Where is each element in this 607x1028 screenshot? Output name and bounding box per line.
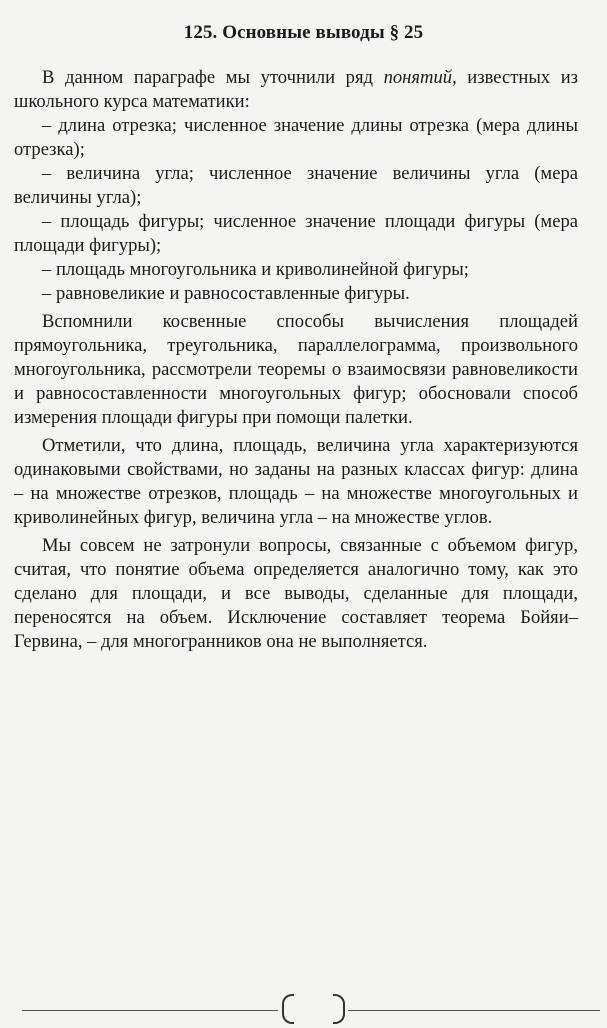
intro-text-before: В данном параграфе мы уточнили ряд	[42, 67, 384, 88]
list-item-angle: – величина угла; численное значение величины угла (мера величины угла);	[14, 163, 578, 208]
list-item-length: – длина отрезка; численное значение длины отрезка (мера длины отрезка);	[14, 115, 578, 160]
footer-rule-left	[22, 1010, 278, 1011]
section-heading: 125. Основные выводы § 25	[183, 22, 424, 43]
intro-paragraph	[14, 66, 578, 114]
list-item-area: – площадь фигуры; численное значение площади фигуры (мера площади фигуры);	[14, 211, 578, 256]
section-body	[14, 66, 578, 654]
page-number-bracket-close	[333, 994, 345, 1024]
footer-rule-right	[348, 1010, 600, 1011]
intro-emphasis: понятий	[383, 67, 453, 88]
list-item-polygon-area: – площадь многоугольника и криволинейной фигуры;	[42, 259, 469, 280]
list-item-equivalent-figures: – равновеликие и равносоставленные фигуры.	[42, 283, 410, 304]
paragraph-volume: Мы совсем не затронули вопросы, связанные с объемом фигур, считая, что понятие объема определяется аналогично тому, как это сделано для площади, и все выводы, сделанные для площади, переносятся на объем. Исключение составляет теорема Бойяи–Гервина, – для многогранников она не выполняется.	[14, 535, 578, 652]
page-number-bracket-open	[282, 994, 294, 1024]
paragraph-methods: Вспомнили косвенные способы вычисления площадей прямоугольника, треугольника, параллелограмма, произвольного многоугольника, рассмотрели теоремы о взаимосвязи равновеликости и равносоставленности многоугольных фигур; обосновали способ измерения площади фигуры при помощи палетки.	[14, 311, 578, 428]
intro-text-after: , известных из школьного курса математики:	[14, 67, 578, 112]
paragraph-properties: Отметили, что длина, площадь, величина угла характеризуются одинаковыми свойствами, но заданы на разных классах фигур: длина – на множестве отрезков, площадь – на множестве многоугольных и криволинейных фигур, величина угла – на множестве углов.	[14, 435, 578, 528]
